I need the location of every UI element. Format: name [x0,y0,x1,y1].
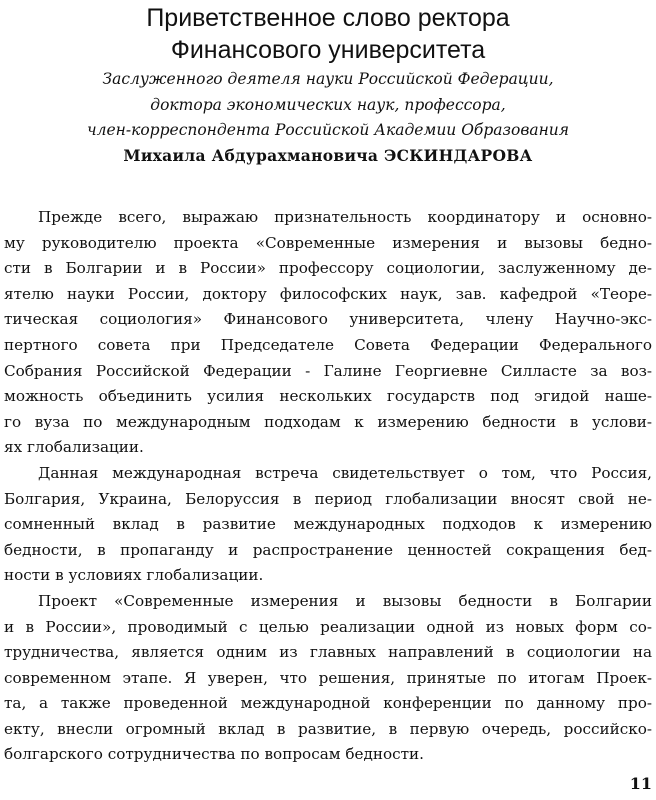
page-title-line-1: Приветственное слово ректора [146,4,510,32]
paragraph [4,589,652,768]
text-line: современном этапе. Я уверен, что решения, принятые по итогам Проек- [4,668,652,687]
text-line: тическая социология» Финансового университета, члену Научно-экс- [4,310,652,329]
text-line: Болгария, Украина, Белоруссия в период глобализации вносят свой не- [4,489,652,508]
text-line: Проект «Современные измерения и вызовы бедности в Болгарии [38,591,652,610]
text-line: ятелю науки России, доктору философских наук, зав. кафедрой «Теоре- [4,284,652,303]
paragraph [4,205,652,461]
text-line: пертного совета при Председателе Совета Федерации Федерального [4,335,652,354]
text-line: ности в условиях глобализации. [4,566,264,585]
text-line: Собрания Российской Федерации - Галине Георгиевне Силласте за воз- [4,361,652,380]
text-line: екту, внесли огромный вклад в развитие, в первую очередь, российско- [4,719,652,738]
author-credential-line-2: доктора экономических наук, профессора, [150,96,506,114]
text-line: сомненный вклад в развитие международных подходов к измерению [4,515,652,534]
page-number: 11 [629,774,652,793]
text-line: трудничества, является одним из главных направлений в социологии на [4,643,652,662]
text-line: му руководителю проекта «Современные измерения и вызовы бедно- [4,233,652,252]
text-line: Прежде всего, выражаю признательность координатору и основно- [38,208,652,226]
author-credential-line-3: член-корреспондента Российской Академии Образования [86,121,570,139]
text-line: Данная международная встреча свидетельствует о том, что Россия, [38,463,652,482]
author-credential-line-1: Заслуженного деятеля науки Российской Федерации, [102,70,554,88]
paragraph [4,461,652,589]
text-line: бедности, в пропаганду и распространение ценностей сокращения бед- [4,540,652,559]
text-line: можность объединить усилия нескольких государств под эгидой наше- [4,387,652,406]
author-name: Михаила Абдурахмановича ЭСКИНДАРОВА [123,146,533,165]
text-line: ях глобализации. [4,438,144,457]
text-line: та, а также проведенной международной конференции по данному про- [4,694,652,713]
text-line: го вуза по международным подходам к измерению бедности в услови- [4,412,652,431]
text-line: и в России», проводимый с целью реализации одной из новых форм со- [4,617,652,636]
text-line: болгарского сотрудничества по вопросам бедности. [4,745,424,764]
body-text [4,205,652,768]
page-title-line-2: Финансового университета [170,36,486,64]
text-line: сти в Болгарии и в России» профессору социологии, заслуженному де- [4,259,652,278]
